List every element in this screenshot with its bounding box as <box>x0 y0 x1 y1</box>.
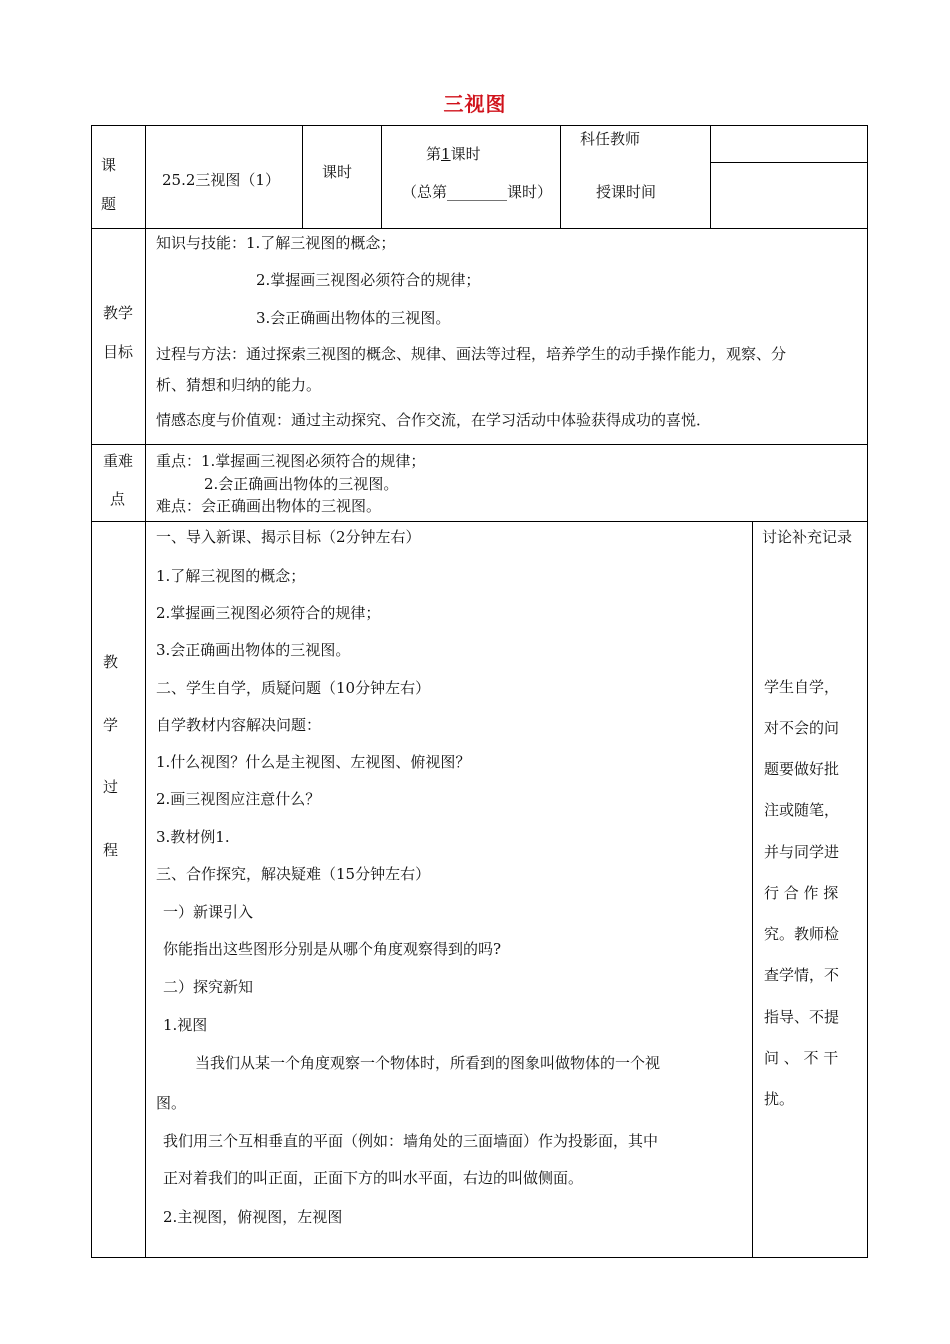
time-label: 授课时间 <box>596 183 657 201</box>
keshi-suffix: 课时 <box>450 145 481 163</box>
notes-line: 并与同学进 <box>764 843 840 861</box>
process-line: 1.了解三视图的概念； <box>156 567 306 585</box>
process-line: 2.主视图，俯视图，左视图 <box>163 1208 343 1226</box>
process-line: 二）探究新知 <box>163 978 254 996</box>
notes-line: 对不会的问 <box>764 719 840 737</box>
header-subrow-divider <box>710 162 868 163</box>
keshi-number: 1 <box>441 145 451 163</box>
notes-line: 究。教师检 <box>764 925 840 943</box>
goals-label-2: 目标 <box>103 343 134 361</box>
process-line: 2.掌握画三视图必须符合的规律； <box>156 604 381 622</box>
notes-line: 问 、 不 干 <box>764 1049 839 1067</box>
process-line: 1.视图 <box>163 1016 208 1034</box>
process-line: 正对着我们的叫正面，正面下方的叫水平面，右边的叫做侧面。 <box>163 1169 584 1187</box>
notes-line: 学生自学， <box>764 678 840 696</box>
keypoints-line: 难点：会正确画出物体的三视图。 <box>156 497 382 515</box>
notes-line: 查学情，不 <box>764 966 840 984</box>
process-line: 图。 <box>156 1094 187 1112</box>
page-title: 三视图 <box>443 92 507 116</box>
topic-label-ti: 题 <box>101 195 117 213</box>
keshi-value <box>426 144 481 164</box>
process-line: 我们用三个互相垂直的平面（例如：墙角处的三面墙面）作为投影面，其中 <box>163 1132 659 1150</box>
notes-line: 题要做好批 <box>764 760 840 778</box>
notes-line: 扰。 <box>764 1090 795 1108</box>
process-line: 2.画三视图应注意什么？ <box>156 790 321 808</box>
keypoints-label-1: 重难 <box>103 452 134 470</box>
notes-line: 注或随笔， <box>764 801 840 819</box>
process-line: 3.会正确画出物体的三视图。 <box>156 641 351 659</box>
label-column-divider <box>145 125 146 1258</box>
goals-line: 3.会正确画出物体的三视图。 <box>256 309 451 327</box>
process-line: 3.教材例1. <box>156 828 230 846</box>
notes-line: 指导、不提 <box>764 1008 840 1026</box>
process-line: 自学教材内容解决问题： <box>156 716 322 734</box>
goals-line: 析、猜想和归纳的能力。 <box>156 376 322 394</box>
process-line: 三、合作探究，解决疑难（15分钟左右） <box>156 865 431 883</box>
keshi-label: 课时 <box>322 163 353 181</box>
process-line: 你能指出这些图形分别是从哪个角度观察得到的吗? <box>163 940 502 958</box>
process-label-char: 学 <box>103 716 119 734</box>
goals-line: 2.掌握画三视图必须符合的规律； <box>256 271 481 289</box>
header-col-divider-1 <box>302 125 303 228</box>
total-keshi: （总第________课时） <box>402 183 553 201</box>
topic-label-ke: 课 <box>101 156 117 174</box>
header-col-divider-2 <box>381 125 382 228</box>
process-label-char: 程 <box>103 841 119 859</box>
header-col-divider-4 <box>710 125 711 228</box>
process-line: 二、学生自学，质疑问题（10分钟左右） <box>156 679 431 697</box>
goals-label-1: 教学 <box>103 304 134 322</box>
header-col-divider-3 <box>560 125 561 228</box>
topic-value: 25.2三视图（1） <box>162 171 280 189</box>
row-divider-goals <box>91 444 868 445</box>
process-line: 1.什么视图？什么是主视图、左视图、俯视图？ <box>156 753 471 771</box>
goals-line: 知识与技能：1.了解三视图的概念； <box>156 234 396 252</box>
keshi-prefix: 第 <box>426 145 442 163</box>
teacher-label: 科任教师 <box>580 130 641 148</box>
process-line: 当我们从某一个角度观察一个物体时，所看到的图象叫做物体的一个视 <box>195 1054 661 1072</box>
notes-column-divider <box>752 521 753 1258</box>
keypoints-line: 2.会正确画出物体的三视图。 <box>204 475 399 493</box>
keypoints-line: 重点：1.掌握画三视图必须符合的规律； <box>156 452 426 470</box>
process-label-char: 教 <box>103 653 119 671</box>
process-line: 一、导入新课、揭示目标（2分钟左右） <box>156 528 421 546</box>
notes-line: 行 合 作 探 <box>764 884 839 902</box>
goals-line: 过程与方法：通过探索三视图的概念、规律、画法等过程，培养学生的动手操作能力，观察、分 <box>156 345 787 363</box>
goals-line: 情感态度与价值观：通过主动探究、合作交流，在学习活动中体验获得成功的喜悦． <box>156 411 712 429</box>
keypoints-label-2: 点 <box>110 490 126 508</box>
process-label-char: 过 <box>103 778 119 796</box>
process-line: 一）新课引入 <box>163 903 254 921</box>
row-divider-header <box>91 228 868 229</box>
notes-header: 讨论补充记录 <box>762 528 853 546</box>
